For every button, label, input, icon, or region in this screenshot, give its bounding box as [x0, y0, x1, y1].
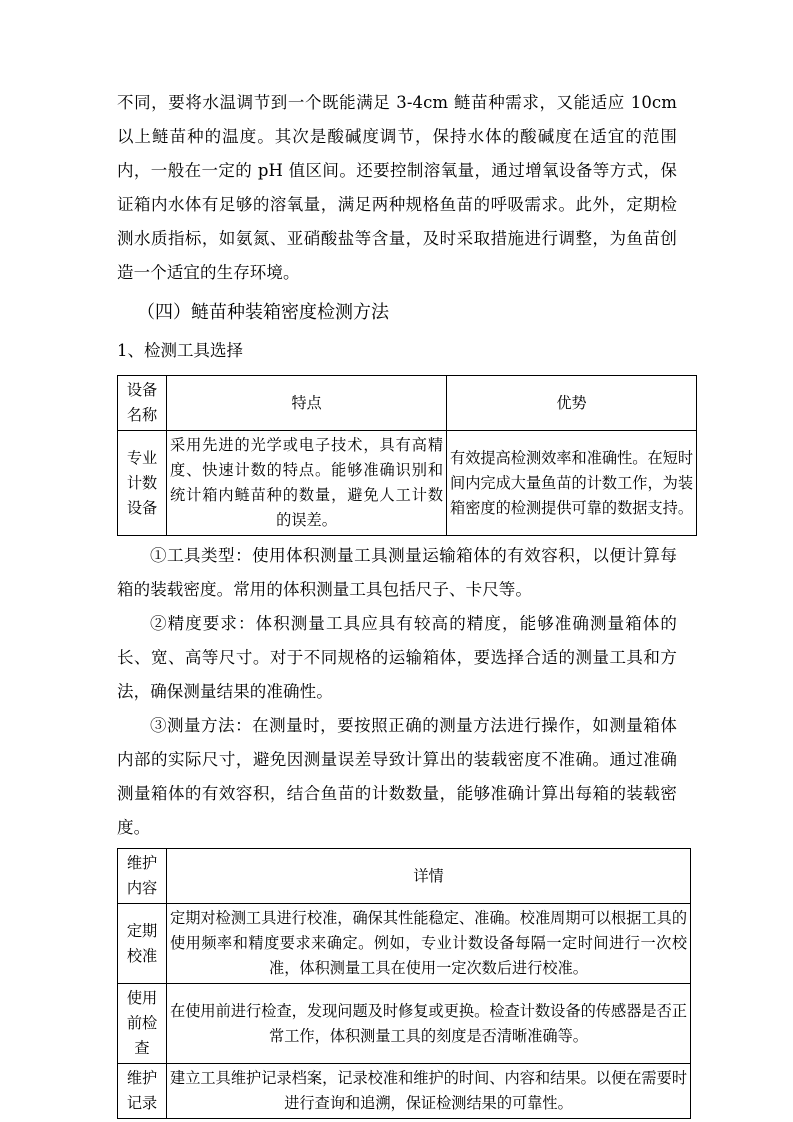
document-content [117, 86, 693, 1119]
table-cell-device-advantage: 有效提高检测效率和准确性。在短时间内完成大量鱼苗的计数工作，为装箱密度的检测提供可靠的数据支持。 [447, 431, 697, 536]
table-cell-device-name: 专业计数设备 [118, 431, 167, 536]
subsection-heading: 1、检测工具选择 [117, 341, 243, 360]
paragraph-precision-requirement: ②精度要求：体积测量工具应具有较高的精度，能够准确测量箱体的长、宽、高等尺寸。对于不同规格的运输箱体，要选择合适的测量工具和方法，确保测量结果的准确性。 [117, 614, 677, 701]
table-cell-maintenance-detail: 在使用前进行检查，发现问题及时修复或更换。检查计数设备的传感器是否正常工作，体积测量工具的刻度是否清晰准确等。 [167, 984, 691, 1064]
table-row [118, 1064, 691, 1119]
table-cell-maintenance-name: 维护记录 [118, 1064, 167, 1119]
table-detection-tools [117, 375, 697, 536]
table-cell-maintenance-detail: 建立工具维护记录档案，记录校准和维护的时间、内容和结果。以便在需要时进行查询和追溯，保证检测结果的可靠性。 [167, 1064, 691, 1119]
table-tool-maintenance [117, 848, 691, 1119]
table-header-cell-maintenance: 维护内容 [118, 849, 167, 904]
table-cell-maintenance-detail: 定期对检测工具进行校准，确保其性能稳定、准确。校准周期可以根据工具的使用频率和精度要求来确定。例如，专业计数设备每隔一定时间进行一次校准，体积测量工具在使用一定次数后进行校准。 [167, 904, 691, 984]
section-heading: （四）鲢苗种装箱密度检测方法 [137, 302, 389, 323]
table-row [118, 984, 691, 1064]
table-row [118, 431, 697, 536]
table-header-cell-detail: 详情 [167, 849, 691, 904]
paragraph-water-conditions: 不同，要将水温调节到一个既能满足 3-4cm 鲢苗种需求，又能适应 10cm 以上鲢苗种的温度。其次是酸碱度调节，保持水体的酸碱度在适宜的范围内，一般在一定的 pH 值区间。还要控制溶氧量，通过增氧设备等方式，保证箱内水体有足够的溶氧量，满足两种规格鱼苗的呼吸需求。此外，定期检测水质指标，如氨氮、亚硝酸盐等含量，及时采取措施进行调整，为鱼苗创造一个适宜的生存环境。 [117, 93, 677, 282]
table-header-row [118, 849, 691, 904]
table-header-cell-advantage: 优势 [447, 376, 697, 431]
table-cell-maintenance-name: 使用前检查 [118, 984, 167, 1064]
table-cell-device-feature: 采用先进的光学或电子技术，具有高精度、快速计数的特点。能够准确识别和统计箱内鲢苗种的数量，避免人工计数的误差。 [167, 431, 447, 536]
table-cell-maintenance-name: 定期校准 [118, 904, 167, 984]
table-header-cell-feature: 特点 [167, 376, 447, 431]
table-header-cell-name: 设备名称 [118, 376, 167, 431]
paragraph-measurement-method: ③测量方法：在测量时，要按照正确的测量方法进行操作，如测量箱体内部的实际尺寸，避免因测量误差导致计算出的装载密度不准确。通过准确测量箱体的有效容积，结合鱼苗的计数数量，能够准确计算出每箱的装载密度。 [117, 716, 677, 837]
paragraph-tool-type: ①工具类型：使用体积测量工具测量运输箱体的有效容积，以便计算每箱的装载密度。常用的体积测量工具包括尺子、卡尺等。 [117, 546, 677, 599]
table-header-row [118, 376, 697, 431]
table-row [118, 904, 691, 984]
